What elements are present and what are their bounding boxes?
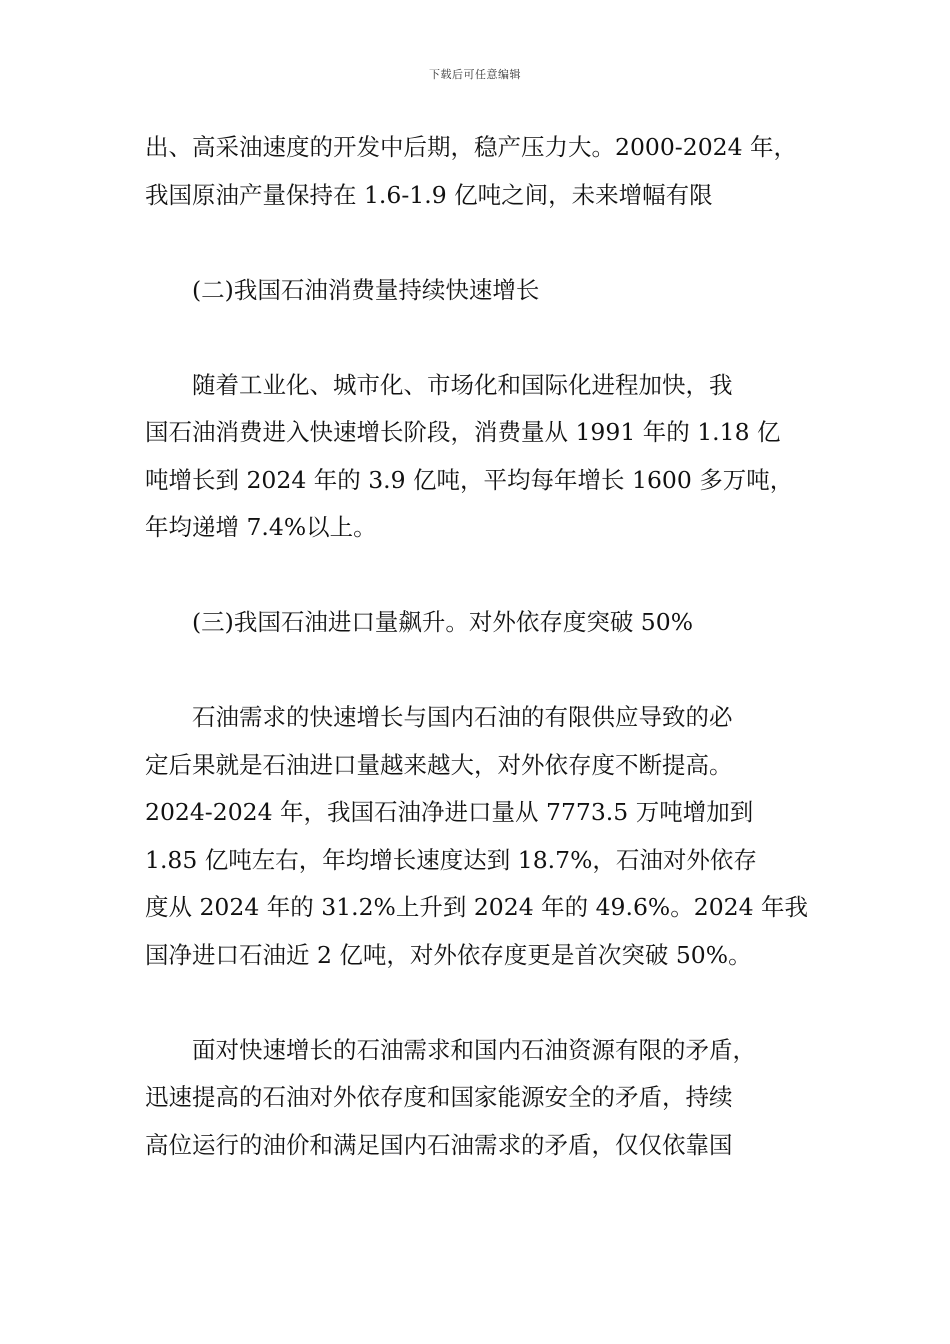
paragraph-gap — [145, 647, 817, 695]
text-line: 面对快速增长的石油需求和国内石油资源有限的矛盾， — [192, 1035, 756, 1064]
section-heading-3 — [145, 599, 817, 647]
text-line: 吨增长到 2024 年的 3.9 亿吨，平均每年增长 1600 多万吨， — [145, 465, 794, 494]
page-header-note: 下载后可任意编辑 — [429, 68, 521, 81]
text-line: 度从 2024 年的 31.2%上升到 2024 年的 49.6%。2024 年我 — [145, 893, 809, 921]
text-line: 年均递增 7.4%以上。 — [145, 513, 377, 541]
text-line: 高位运行的油价和满足国内石油需求的矛盾，仅仅依靠国 — [145, 1130, 733, 1159]
text-line: 随着工业化、城市化、市场化和国际化进程加快，我 — [192, 370, 733, 399]
paragraph-continuation — [145, 124, 817, 219]
text-line: 2024-2024 年，我国石油净进口量从 7773.5 万吨增加到 — [145, 798, 754, 826]
text-line: 国石油消费进入快速增长阶段，消费量从 1991 年的 1.18 亿 — [145, 418, 781, 446]
heading-text: (三)我国石油进口量飙升。对外依存度突破 50% — [192, 608, 694, 636]
paragraph-gap — [145, 219, 817, 267]
paragraph-gap — [145, 314, 817, 362]
text-line: 定后果就是石油进口量越来越大，对外依存度不断提高。 — [145, 750, 733, 779]
text-line: 迅速提高的石油对外依存度和国家能源安全的矛盾，持续 — [145, 1083, 733, 1111]
document-body — [145, 124, 817, 1169]
paragraph-contradictions — [145, 1027, 817, 1170]
text-line: 我国原油产量保持在 1.6-1.9 亿吨之间，未来增幅有限 — [145, 180, 713, 209]
text-line: 国净进口石油近 2 亿吨，对外依存度更是首次突破 50%。 — [145, 940, 752, 969]
text-line: 出、高采油速度的开发中后期，稳产压力大。2000-2024 年， — [145, 133, 798, 161]
paragraph-consumption — [145, 362, 817, 552]
heading-text: (二)我国石油消费量持续快速增长 — [192, 275, 540, 304]
paragraph-gap — [145, 552, 817, 600]
paragraph-imports — [145, 694, 817, 979]
section-heading-2 — [145, 267, 817, 315]
paragraph-gap — [145, 979, 817, 1027]
text-line: 石油需求的快速增长与国内石油的有限供应导致的必 — [192, 703, 733, 731]
text-line: 1.85 亿吨左右，年均增长速度达到 18.7%，石油对外依存 — [145, 845, 757, 874]
